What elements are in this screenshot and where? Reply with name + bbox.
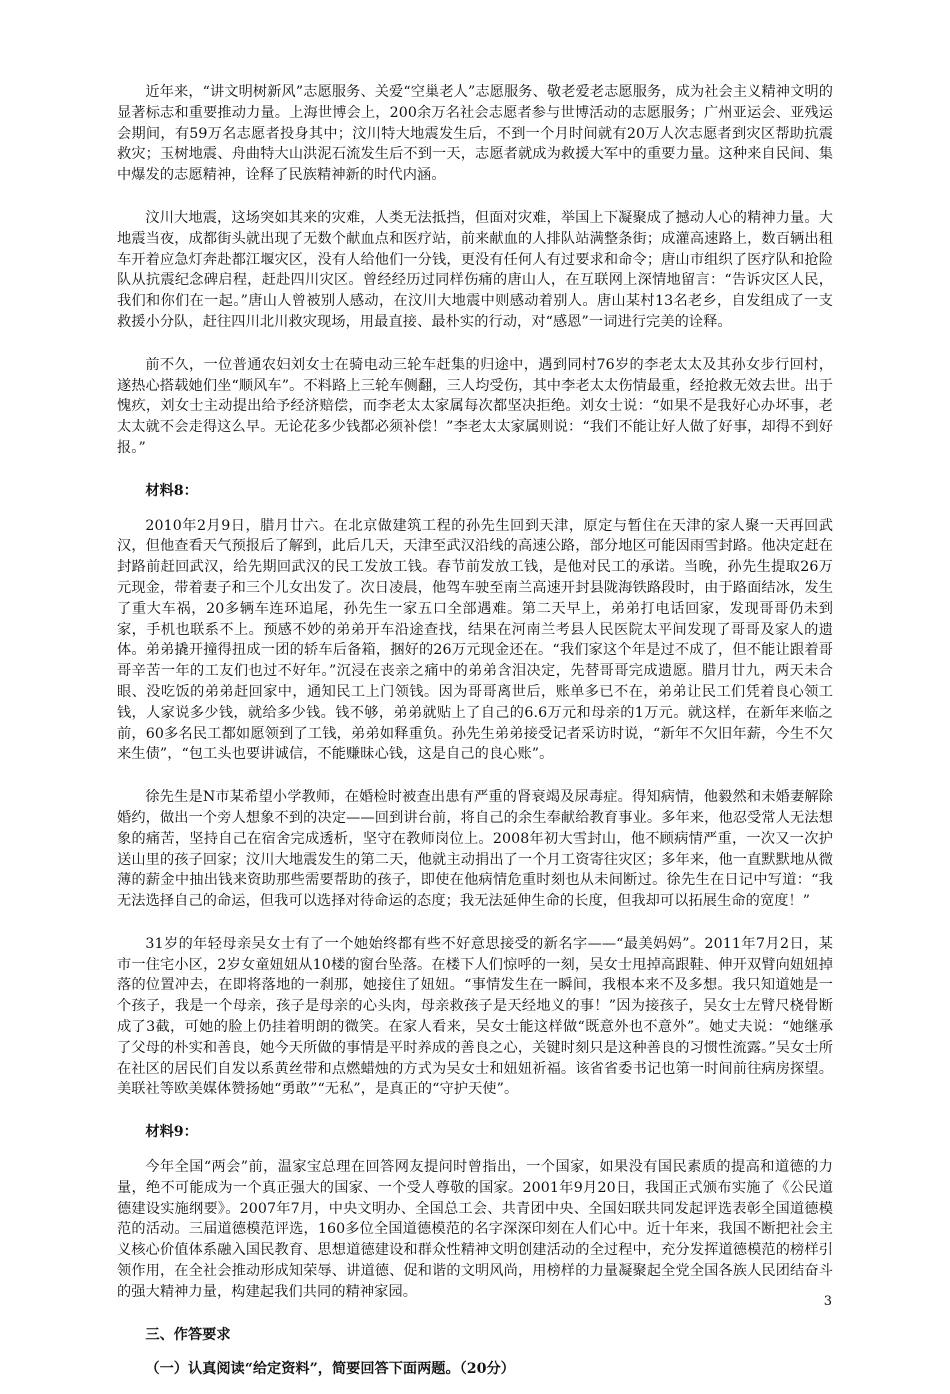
- page-number: 3: [823, 1294, 832, 1309]
- paragraph-wenchuan: 汶川大地震，这场突如其来的灾难，人类无法抵挡，但面对灾难，举国上下凝聚成了撼动人心的精神力量。大地震当夜，成都街头就出现了无数个献血点和医疗站，前来献血的人排队站满整条街；成灌高速路上，数百辆出租车开着应急灯奔赴都江堰灾区，没有人给他们一分钱，更没有任何人有过要求和命令；唐山市组织了医疗队和抢险队从抗震纪念碑启程，赶赴四川灾区。曾经经历过同样伤痛的唐山人，在互联网上深情地留言：“告诉灾区人民，我们和你们在一起。”唐山人曾被别人感动，在汶川大地震中则感动着别人。唐山某村13名老乡，自发组成了一支救援小分队，赶往四川北川救灾现场，用最直接、最朴实的行动，对“感恩”一词进行完美的诠释。: [117, 209, 833, 330]
- material-9-heading: 材料9：: [145, 1124, 198, 1141]
- paragraph-xu: 徐先生是N市某希望小学教师，在婚检时被查出患有严重的肾衰竭及尿毒症。得知病情，他毅然和未婚妻解除婚约，做出一个旁人想象不到的决定——回到讲台前，将自己的余生奉献给教育事业。多年来，他忍受常人无法想象的痛苦，坚持自己在宿舍完成透析，坚守在教师岗位上。2008年初大雪封山，他不顾病情严重，一次又一次护送山里的孩子回家；汶川大地震发生的第二天，他就主动捐出了一个月工资寄往灾区；多年来，他一直默默地从微薄的薪金中抽出钱来资助那些需要帮助的孩子，即使在他病情危重时刻也从未间断过。徐先生在日记中写道：“我无法选择自己的命运，但我可以选择对待命运的态度；我无法延伸生命的长度，但我却可以拓展生命的宽度！”: [117, 789, 833, 910]
- paragraph-liu: 前不久，一位普通农妇刘女士在骑电动三轮车赶集的归途中，遇到同村76岁的李老太太及其孙女步行回村，遂热心搭载她们坐“顺风车”。不料路上三轮车侧翻，三人均受伤，其中李老太太伤情最重，经抢救无效去世。出于愧疚，刘女士主动提出给予经济赔偿，而李老太太家属每次都坚决拒绝。刘女士说：“如果不是我好心办坏事，老太太就不会走得这么早。无论花多少钱都必须补偿！”李老太太家属则说：“我们不能让好人做了好事，却得不到好报。”: [117, 356, 833, 456]
- paragraph-volunteers: 近年来，“讲文明树新风”志愿服务、关爱“空巢老人”志愿服务、敬老爱老志愿服务，成为社会主义精神文明的显著标志和重要推动力量。上海世博会上，200余万名社会志愿者参与世博活动的志愿服务；广州亚运会、亚残运会期间，有59万名志愿者投身其中；汶川特大地震发生后，不到一个月时间就有20万人次志愿者到灾区帮助抗震救灾；玉树地震、舟曲特大山洪泥石流发生后不到一天，志愿者就成为救援大军中的重要力量。这种来自民间、集中爆发的志愿精神，诠释了民族精神新的时代内涵。: [117, 84, 833, 184]
- section-3-heading: 三、作答要求: [145, 1326, 231, 1343]
- paragraph-moral-models: 今年全国“两会”前，温家宝总理在回答网友提问时曾指出，一个国家，如果没有国民素质的提高和道德的力量，绝不可能成为一个真正强大的国家、一个受人尊敬的国家。2001年9月20日，我国正式颁布实施了《公民道德建设实施纲要》。2007年7月，中央文明办、全国总工会、共青团中央、全国妇联共同发起评选表彰全国道德模范的活动。三届道德模范评选，160多位全国道德模范的名字深深印刻在人们心中。近十年来，我国不断把社会主义核心价值体系融入国民教育、思想道德建设和群众性精神文明创建活动的全过程中，充分发挥道德模范的榜样引领作用，在全社会推动形成知荣辱、讲道德、促和谐的文明风尚，用榜样的力量凝聚起全党全国各族人民团结奋斗的强大精神力量，构建起我们共同的精神家园。: [117, 1159, 833, 1300]
- material-8-heading: 材料8：: [145, 482, 198, 499]
- paragraph-sun: 2010年2月9日，腊月廿六。在北京做建筑工程的孙先生回到天津，原定与暂住在天津的家人聚一天再回武汉，但他查看天气预报后了解到，此后几天，天津至武汉沿线的高速公路，部分地区可能因雨雪封路。他决定赶在封路前赶回武汉，给先期回武汉的民工发放工钱。春节前发放工钱，是他对民工的承诺。当晚，孙先生提取26万元现金，带着妻子和三个儿女出发了。次日凌晨，他驾车驶至南兰高速开封县陇海铁路段时，由于路面结冰，发生了重大车祸，20多辆车连环追尾，孙先生一家五口全部遇难。第二天早上，弟弟打电话回家，发现哥哥仍未到家，手机也联系不上。预感不妙的弟弟开车沿途查找，结果在河南兰考县人民医院太平间发现了哥哥及家人的遗体。弟弟撬开撞得扭成一团的轿车后备箱，捆好的26万元现金还在。“我们家这个年是过不成了，但不能让跟着哥哥辛苦一年的工友们也过不好年。”沉浸在丧亲之痛中的弟弟含泪决定，先替哥哥完成遗愿。腊月廿九，两天未合眼、没吃饭的弟弟赶回家中，通知民工上门领钱。因为哥哥离世后，账单多已不在，弟弟让民工们凭着良心领工钱，人家说多少钱，就给多少钱。钱不够，弟弟就贴上了自己的6.6万元和母亲的1万元。就这样，在新年来临之前，60多名民工都如愿领到了工钱，弟弟如释重负。孙先生弟弟接受记者采访时说，“新年不欠旧年薪，今生不欠来生债”，“包工头也要讲诚信，不能赚昧心钱，这是自己的良心账”。: [117, 517, 833, 763]
- paragraph-wu: 31岁的年轻母亲吴女士有了一个她始终都有些不好意思接受的新名字——“最美妈妈”。2011年7月2日，某市一住宅小区，2岁女童妞妞从10楼的窗台坠落。在楼下人们惊呼的一刻，吴女士甩掉高跟鞋、伸开双臂向妞妞掉落的位置冲去，在即将落地的一刹那，她接住了妞妞。“事情发生在一瞬间，我根本来不及多想。我只知道她是一个孩子，我是一个母亲，孩子是母亲的心头肉，母亲救孩子是天经地义的事！”因为接孩子，吴女士左臂尺桡骨断成了3截，可她的脸上仍挂着明朗的微笑。在家人看来，吴女士能这样做“既意外也不意外”。她丈夫说：“她继承了父母的朴实和善良，她今天所做的事情是平时养成的善良之心，关键时刻只是这种善良的习惯性流露。”吴女士所在社区的居民们自发以系黄丝带和点燃蜡烛的方式为吴女士和妞妞祈福。该省省委书记也第一时间前往病房探望。美联社等欧美媒体赞扬她“勇敢”“无私”，是真正的“守护天使”。: [117, 935, 833, 1098]
- question-1-heading: （一）认真阅读“给定资料”，简要回答下面两题。（20分）: [145, 1361, 515, 1378]
- document-body: [117, 82, 833, 1394]
